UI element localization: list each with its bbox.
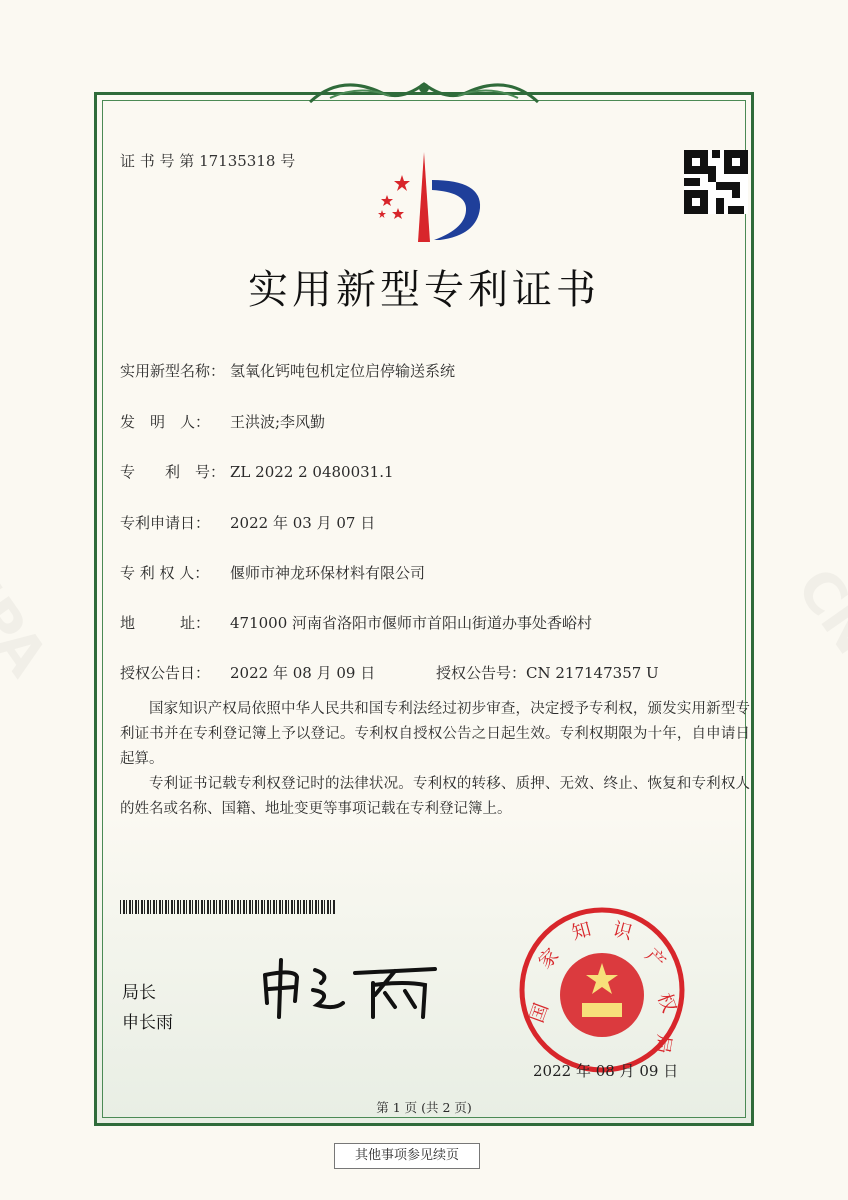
svg-text:国: 国 xyxy=(525,1000,553,1026)
ornament-top xyxy=(300,74,548,108)
field-value: 471000 河南省洛阳市偃师市首阳山街道办事处香峪村 xyxy=(230,614,593,632)
watermark xyxy=(783,557,848,748)
field-label: 授权公告日： xyxy=(120,664,211,682)
certificate-number: 证 书 号 第 17135318 号 xyxy=(120,152,296,170)
field-value: ZL 2022 2 0480031.1 xyxy=(230,463,394,481)
field-label: 专 利 权 人： xyxy=(120,564,210,582)
field-value: 氢氧化钙吨包机定位启停输送系统 xyxy=(230,362,456,380)
official-seal xyxy=(517,905,687,1075)
field-label: 授权公告号： xyxy=(436,664,527,682)
paragraph-grant: 国家知识产权局依照中华人民共和国专利法经过初步审查，决定授予专利权，颁发实用新型专利证书并在专利登记簿上予以登记。专利权自授权公告之日起生效。专利权期限为十年，自申请日起算。 xyxy=(120,701,750,767)
body-text xyxy=(120,697,750,822)
signatory-name: 申长雨 xyxy=(122,1013,173,1033)
field-label: 实用新型名称： xyxy=(120,362,226,380)
svg-text:权: 权 xyxy=(653,990,681,1016)
paragraph-legal-status: 专利证书记载专利权登记时的法律状况。专利权的转移、质押、无效、终止、恢复和专利权人的姓名或名称、国籍、地址变更等事项记载在专利登记簿上。 xyxy=(120,776,750,817)
qr-code xyxy=(684,150,748,214)
page-title: 实用新型专利证书 xyxy=(248,267,600,313)
svg-text:家: 家 xyxy=(534,944,564,974)
field-value: 2022 年 03 月 07 日 xyxy=(230,514,376,532)
field-label: 专利申请日： xyxy=(120,514,211,532)
continuation-note: 其他事项参见续页 xyxy=(334,1143,480,1169)
field-label: 专 利 号： xyxy=(120,463,226,481)
field-utility-model-name xyxy=(120,360,455,381)
barcode xyxy=(120,900,335,914)
page-info: 第 1 页 (共 2 页) xyxy=(376,1100,472,1115)
field-label: 发 明 人： xyxy=(120,413,211,431)
field-application-date xyxy=(120,512,375,533)
field-patent-number xyxy=(120,461,394,482)
field-value: 王洪波;李风勤 xyxy=(230,413,326,431)
cnipa-logo xyxy=(362,150,492,250)
field-inventor xyxy=(120,411,325,432)
field-value: 偃师市神龙环保材料有限公司 xyxy=(230,564,426,582)
field-label: 地 址： xyxy=(120,614,211,632)
field-value: CN 217147357 U xyxy=(526,664,659,682)
field-announcement-number xyxy=(436,662,659,683)
field-address xyxy=(120,612,592,633)
field-grant-date xyxy=(120,662,375,683)
signatory-title: 局长 xyxy=(122,983,156,1003)
svg-text:知: 知 xyxy=(569,918,594,945)
svg-text:局: 局 xyxy=(650,1032,676,1056)
handwritten-signature xyxy=(255,955,445,1025)
field-patentee xyxy=(120,562,425,583)
svg-text:识: 识 xyxy=(610,918,635,945)
svg-text:产: 产 xyxy=(640,944,670,974)
seal-date: 2022 年 08 月 09 日 xyxy=(533,1062,679,1080)
field-value: 2022 年 08 月 09 日 xyxy=(230,664,376,682)
watermark xyxy=(0,497,60,688)
